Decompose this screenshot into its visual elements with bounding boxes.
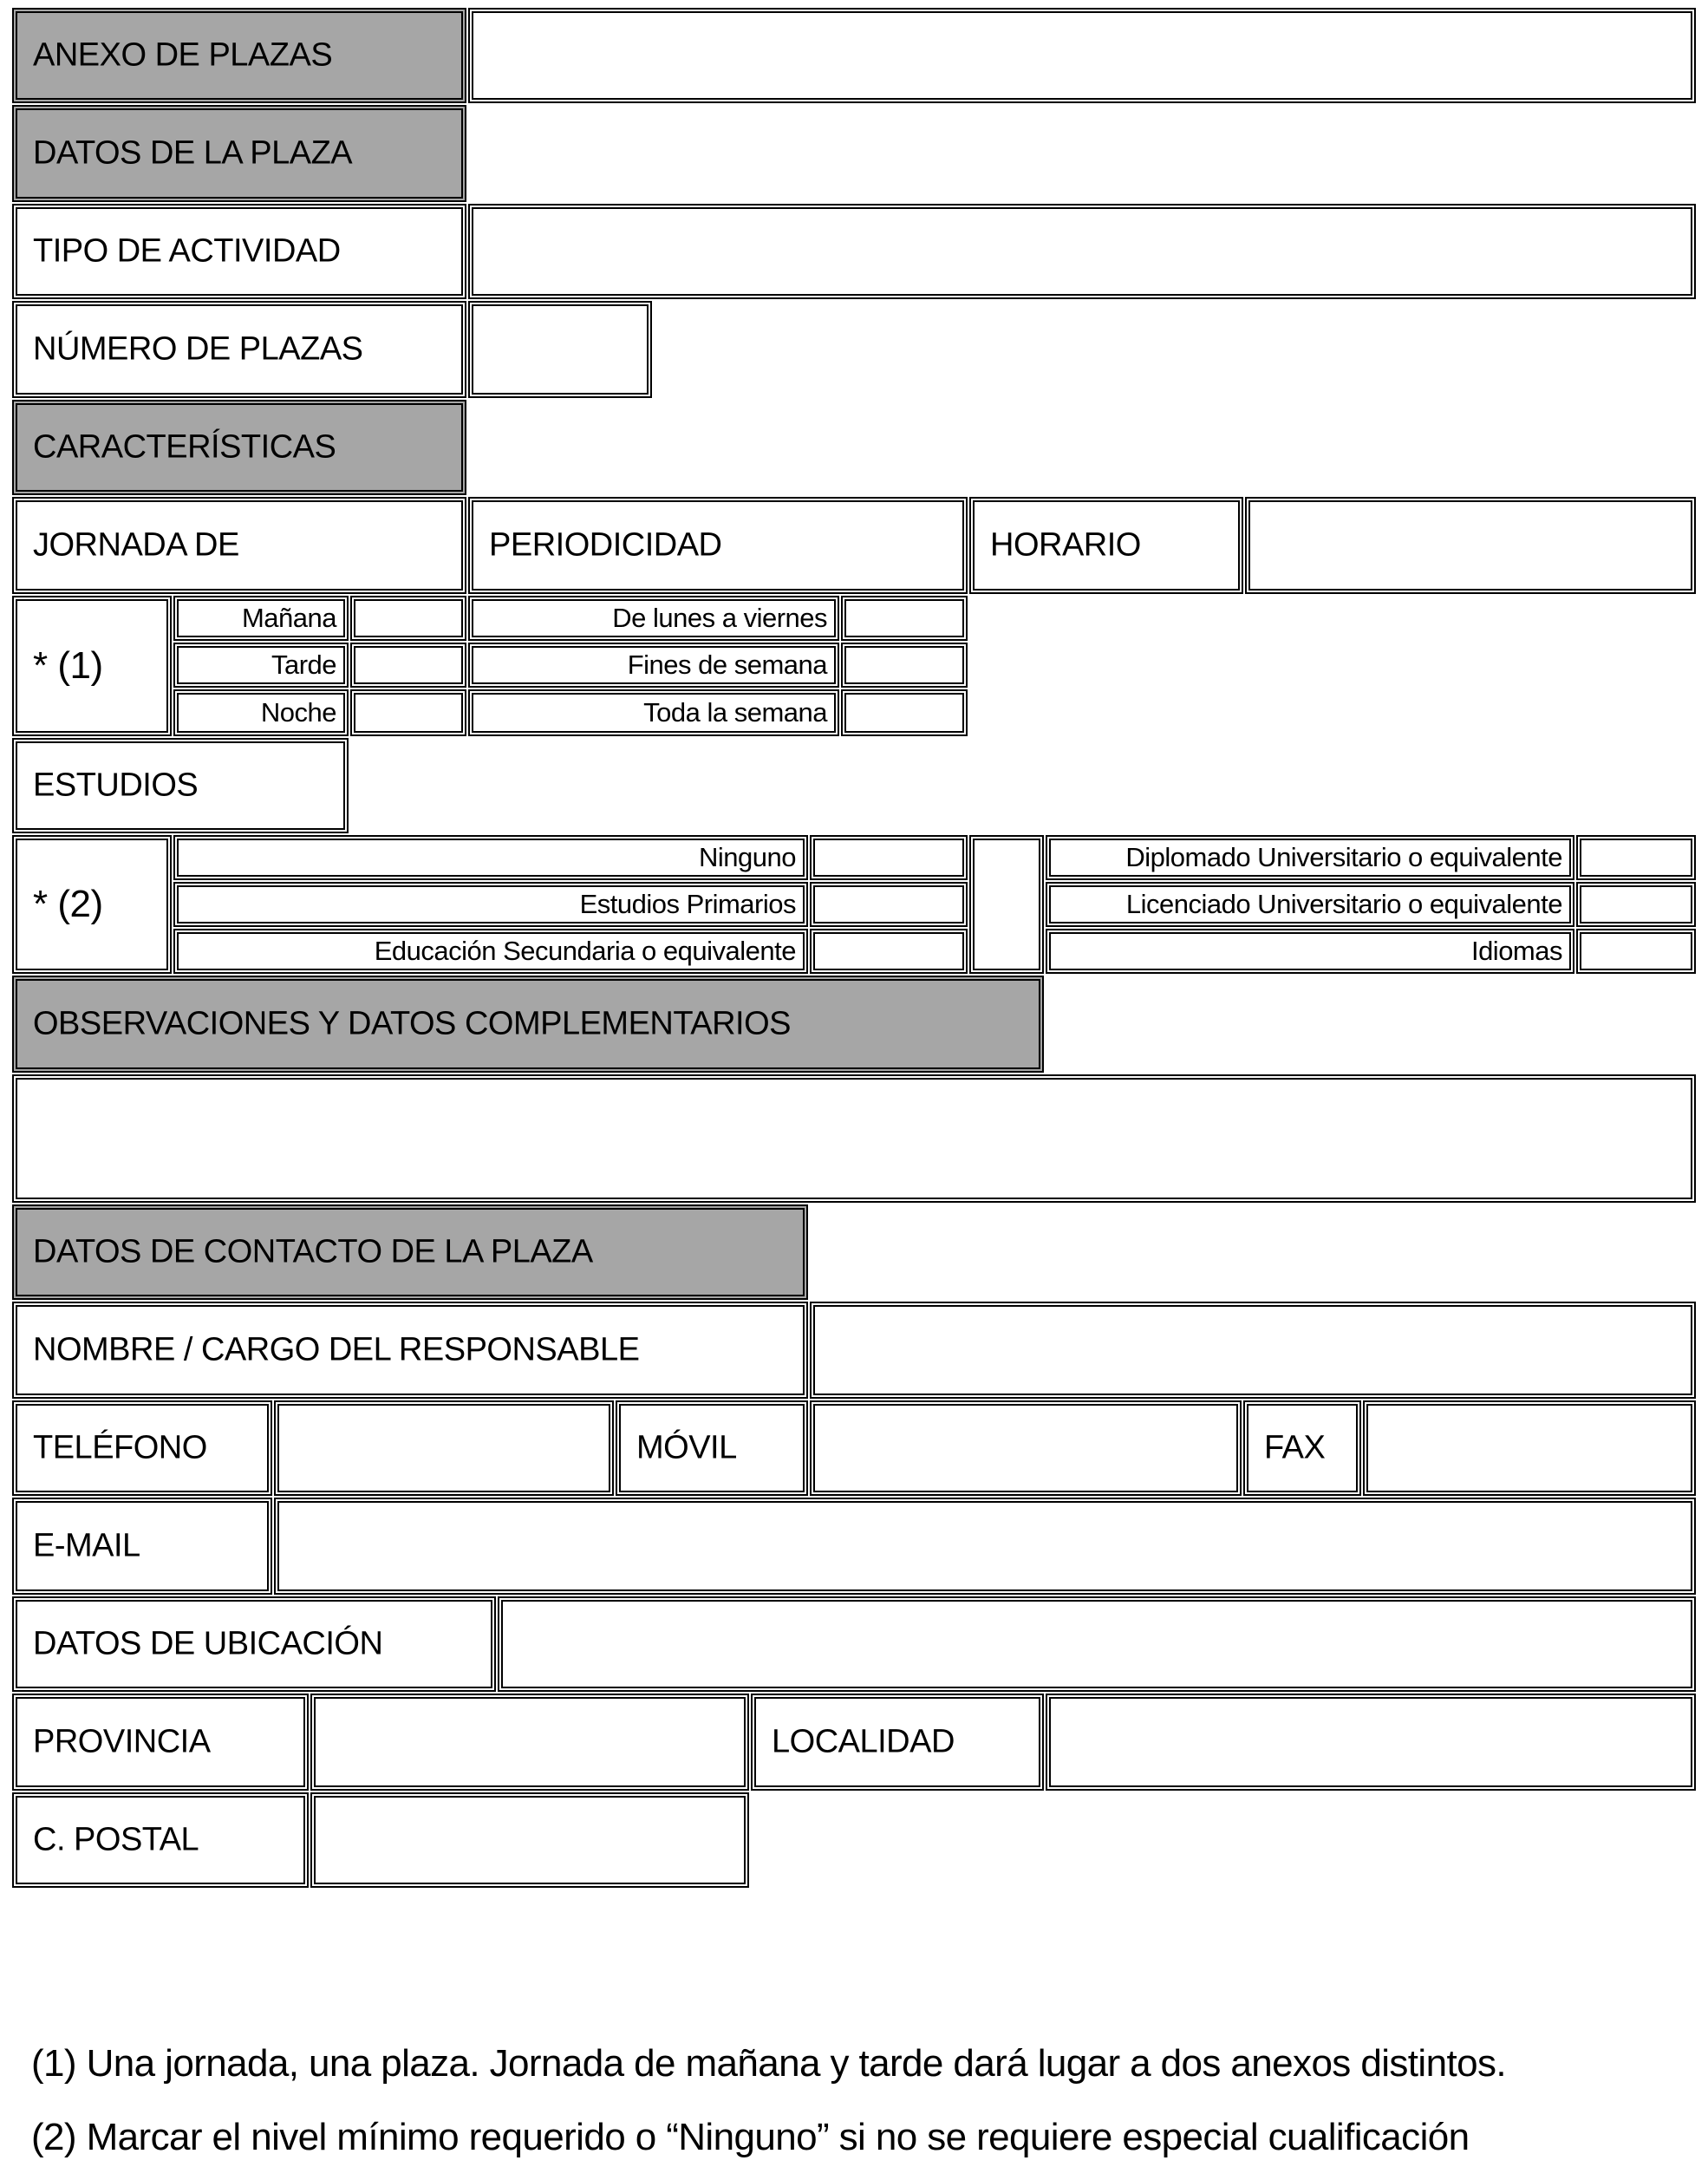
- locality-label: LOCALIDAD: [772, 1723, 955, 1760]
- activity-type-label-cell: [12, 204, 466, 299]
- studies-diploma-label: Diplomado Universitario o equivalente: [1125, 842, 1562, 872]
- section-observations-header: [12, 976, 1044, 1073]
- manager-field[interactable]: [810, 1302, 1696, 1399]
- shift-option-label-cell: [173, 689, 349, 736]
- fax-field[interactable]: [1363, 1400, 1696, 1496]
- studies-primary-checkbox[interactable]: [810, 882, 968, 927]
- postal-code-field[interactable]: [310, 1792, 749, 1888]
- section-observations-title: OBSERVACIONES Y DATOS COMPLEMENTARIOS: [33, 1005, 792, 1042]
- num-positions-label: NÚMERO DE PLAZAS: [33, 330, 363, 368]
- province-field[interactable]: [310, 1694, 749, 1791]
- shift-morning-checkbox[interactable]: [350, 596, 466, 641]
- frequency-weekdays-checkbox[interactable]: [841, 596, 968, 641]
- section-contact-header: [12, 1204, 808, 1300]
- studies-label-cell: [12, 738, 349, 833]
- locality-label-cell: [751, 1694, 1044, 1791]
- note-ref-2: * (2): [33, 883, 103, 925]
- schedule-field[interactable]: [1245, 497, 1696, 594]
- frequency-option-label-cell: [468, 643, 839, 688]
- mobile-field[interactable]: [810, 1400, 1242, 1496]
- province-label: PROVINCIA: [33, 1723, 211, 1760]
- studies-option-label-cell: [173, 835, 808, 880]
- frequency-option-label-cell: [468, 689, 839, 736]
- studies-none-label: Ninguno: [699, 842, 796, 872]
- observations-field[interactable]: [12, 1074, 1696, 1203]
- shift-afternoon-checkbox[interactable]: [350, 643, 466, 688]
- shift-header: JORNADA DE: [33, 526, 239, 564]
- location-field[interactable]: [498, 1596, 1696, 1692]
- fax-label-cell: [1243, 1400, 1361, 1496]
- phone-label: TELÉFONO: [33, 1429, 207, 1466]
- mobile-label-cell: [616, 1400, 808, 1496]
- studies-languages-label: Idiomas: [1470, 936, 1562, 966]
- annex-title-cell: [12, 8, 466, 103]
- frequency-allweek-checkbox[interactable]: [841, 689, 968, 736]
- shift-option-label-cell: [173, 643, 349, 688]
- frequency-weekdays-label: De lunes a viernes: [612, 603, 827, 633]
- studies-diploma-checkbox[interactable]: [1576, 835, 1696, 880]
- activity-type-label: TIPO DE ACTIVIDAD: [33, 232, 341, 270]
- section-position-title: DATOS DE LA PLAZA: [33, 134, 353, 172]
- frequency-allweek-label: Toda la semana: [643, 697, 827, 728]
- note-ref-1-cell: [12, 596, 172, 736]
- studies-languages-checkbox[interactable]: [1576, 929, 1696, 974]
- section-contact-title: DATOS DE CONTACTO DE LA PLAZA: [33, 1233, 593, 1270]
- location-label-cell: [12, 1596, 496, 1692]
- studies-none-checkbox[interactable]: [810, 835, 968, 880]
- email-field[interactable]: [274, 1498, 1696, 1595]
- email-label-cell: [12, 1498, 272, 1595]
- num-positions-label-cell: [12, 301, 466, 398]
- phone-field[interactable]: [274, 1400, 614, 1496]
- studies-option-label-cell: [1046, 882, 1574, 927]
- studies-option-label-cell: [173, 882, 808, 927]
- shift-option-label-cell: [173, 596, 349, 641]
- section-characteristics-title: CARACTERÍSTICAS: [33, 428, 336, 466]
- activity-type-field[interactable]: [468, 204, 1696, 299]
- section-characteristics-header: [12, 400, 466, 495]
- postal-code-label: C. POSTAL: [33, 1821, 199, 1858]
- annex-title: ANEXO DE PLAZAS: [33, 36, 333, 74]
- manager-label-cell: [12, 1302, 808, 1399]
- note-ref-1: * (1): [33, 644, 103, 687]
- schedule-header-cell: [969, 497, 1243, 594]
- shift-night-checkbox[interactable]: [350, 689, 466, 736]
- section-position-header: [12, 105, 466, 202]
- studies-label: ESTUDIOS: [33, 767, 199, 804]
- studies-degree-label: Licenciado Universitario o equivalente: [1125, 889, 1562, 919]
- num-positions-field[interactable]: [468, 301, 652, 398]
- studies-option-label-cell: [1046, 835, 1574, 880]
- location-label: DATOS DE UBICACIÓN: [33, 1625, 383, 1662]
- annex-value-field[interactable]: [468, 8, 1696, 103]
- manager-label: NOMBRE / CARGO DEL RESPONSABLE: [33, 1331, 640, 1368]
- studies-secondary-checkbox[interactable]: [810, 929, 968, 974]
- mobile-label: MÓVIL: [636, 1429, 737, 1466]
- studies-degree-checkbox[interactable]: [1576, 882, 1696, 927]
- phone-label-cell: [12, 1400, 272, 1496]
- shift-option-afternoon-label: Tarde: [271, 649, 336, 680]
- studies-option-label-cell: [1046, 929, 1574, 974]
- studies-primary-label: Estudios Primarios: [579, 889, 796, 919]
- note-ref-2-cell: [12, 835, 172, 974]
- email-label: E-MAIL: [33, 1527, 140, 1564]
- footnote-1: (1) Una jornada, una plaza. Jornada de mañana y tarde dará lugar a dos anexos distintos.: [31, 2042, 1506, 2085]
- frequency-weekends-label: Fines de semana: [627, 649, 827, 680]
- fax-label: FAX: [1264, 1429, 1326, 1466]
- schedule-header: HORARIO: [990, 526, 1141, 564]
- shift-option-night-label: Noche: [260, 697, 336, 728]
- frequency-option-label-cell: [468, 596, 839, 641]
- frequency-header-cell: [468, 497, 968, 594]
- province-label-cell: [12, 1694, 309, 1791]
- locality-field[interactable]: [1046, 1694, 1696, 1791]
- studies-secondary-label: Educación Secundaria o equivalente: [374, 936, 796, 966]
- postal-code-label-cell: [12, 1792, 309, 1888]
- shift-option-morning-label: Mañana: [241, 603, 336, 633]
- frequency-weekends-checkbox[interactable]: [841, 643, 968, 688]
- footnote-2: (2) Marcar el nivel mínimo requerido o “Ninguno” si no se requiere especial cualificación: [31, 2116, 1470, 2158]
- frequency-header: PERIODICIDAD: [489, 526, 722, 564]
- shift-header-cell: [12, 497, 466, 594]
- studies-spacer-cell: [969, 835, 1044, 974]
- studies-option-label-cell: [173, 929, 808, 974]
